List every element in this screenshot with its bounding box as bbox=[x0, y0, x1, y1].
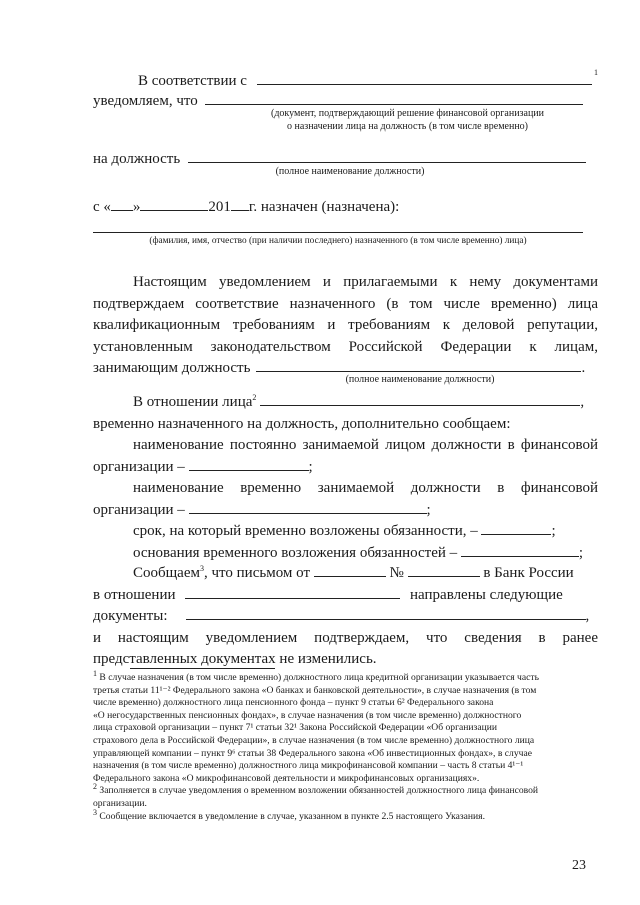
fio-line bbox=[93, 232, 583, 233]
in-accordance-label: В соответствии с bbox=[138, 73, 247, 89]
caption-fio: (фамилия, имя, отчество (при наличии последнего) назначенного (в том числе временно) лица) bbox=[149, 236, 527, 246]
position-blank bbox=[188, 149, 586, 163]
page-number: 23 bbox=[572, 858, 586, 873]
footnote-ref-2: 2 bbox=[252, 393, 257, 402]
notify-label: уведомляем, что bbox=[93, 93, 198, 109]
document-blank bbox=[257, 71, 592, 85]
person-blank bbox=[260, 392, 580, 406]
paragraph-3: Сообщаем$^3$, что письмом от № в Банк России в отношении направлены следующие документы: , и настоящим уведомлением подтверждаем, что сведения в ранее представленных документах не изменились. bbox=[93, 564, 598, 667]
regarding-blank bbox=[185, 585, 400, 599]
grounds-blank bbox=[461, 543, 579, 557]
letter-number-blank bbox=[408, 563, 480, 577]
footnote-2: $^2$ Заполняется в случае уведомления о временном возложении обязанностей должностного лица финансовой bbox=[93, 782, 539, 797]
notify-blank bbox=[205, 91, 583, 105]
caption-position: (полное наименование должности) bbox=[275, 166, 425, 177]
paragraph-1: Настоящим уведомлением и прилагаемыми к нему документами подтверждаем соответствие назначенного (в том числе временно) лица квалификационным требованиям и требованиям к деловой репутации, установленным законодательством Российской Федерации к лицам, занимающим должность . bbox=[93, 274, 598, 376]
month-blank bbox=[140, 197, 208, 211]
temporary-position-blank bbox=[189, 500, 427, 514]
footnote-ref-3: 3 bbox=[200, 564, 204, 573]
occupied-position-blank bbox=[256, 358, 581, 372]
footnote-ref-1: 1 bbox=[594, 68, 598, 77]
footnote-separator bbox=[130, 668, 275, 669]
form-date-line: с « » 201 г. назначен (назначена): bbox=[93, 199, 400, 215]
day-blank bbox=[111, 197, 133, 211]
year-blank bbox=[231, 197, 249, 211]
form-line-1 bbox=[138, 71, 592, 90]
paragraph-2: В отношении лица$^2$ , временно назначенного на должность, дополнительно сообщаем: наименование постоянно занимаемой лицом должности в финансовой организации – ; наименование временно занимаемой должности в финансовой организации – ; срок, на который временно возложены обязанности, – ; основания временного возложения обязанностей – ; bbox=[93, 393, 598, 561]
position-label: на должность bbox=[93, 151, 181, 167]
caption-document: (документ, подтверждающий решение финансовой организации о назначении лица на должность (в том числе временно) bbox=[271, 108, 544, 132]
footnote-3: $^3$ Сообщение включается в уведомление в случае, указанном в пункте 2.5 настоящего Указания. bbox=[93, 807, 485, 822]
caption-position-2: (полное наименование должности) bbox=[345, 374, 495, 385]
permanent-position-blank bbox=[189, 457, 309, 471]
letter-date-blank bbox=[314, 563, 386, 577]
footnote-1: $^1$ В случае назначения (в том числе временно) должностного лица кредитной организации указывается часть третья статьи 11¹⁻² Федерального закона «О банках и банковской деятельности», в случае назначения (в том числе временно) должностного лица пенсионного фонда – пункт 9 статьи 6² Федерального закона «О негосударственных пенсионных фондах», в случае назначения (в том числе временно) должностного лица страховой организации – пункт 7¹ статьи 32¹ Закона Российской Федерации «Об организации страхового дела в Российской Федерации», в случае назначения (в том числе временно) должностного лица управляющей компании – пункт 9⁶ статьи 38 Федерального закона «Об инвестиционных фондах», в случае назначения (в том числе временно) должностного лица микрофинансовой компании – часть 8 статьи 4¹⁻¹ Федерального закона «О микрофинансовой деятельности и микрофинансовых организациях». $^2$ Заполняется в случае уведомления о временном возложении обязанностей должностного лица финансовой организации. $^3$ Сообщение включается в уведомление в случае, указанном в пункте 2.5 настоящего Указания. bbox=[93, 672, 603, 823]
term-blank bbox=[481, 521, 551, 535]
documents-blank bbox=[186, 606, 586, 620]
